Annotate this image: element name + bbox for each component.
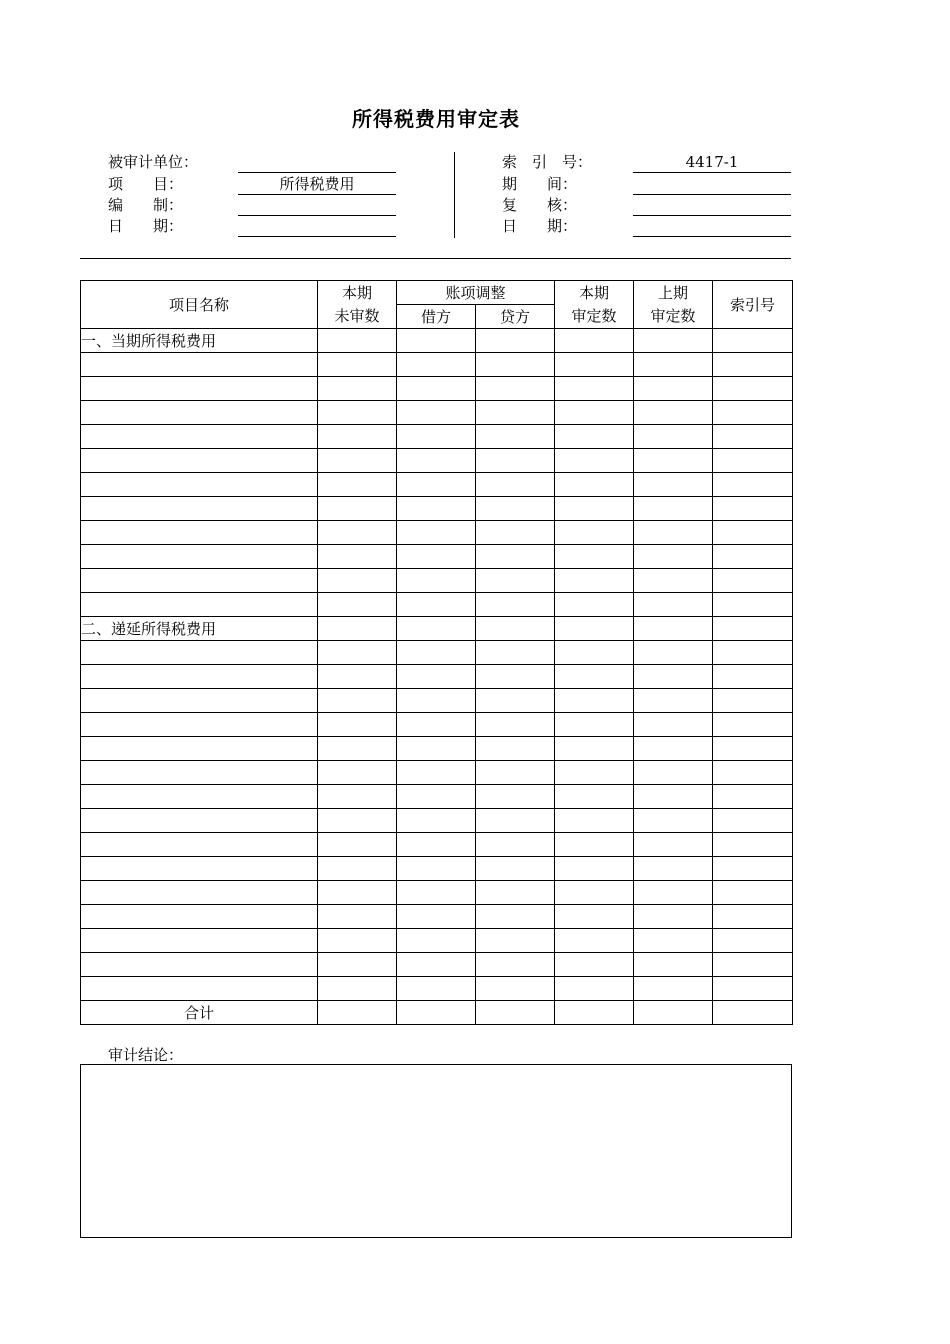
table-cell[interactable] <box>318 353 397 377</box>
table-row <box>81 329 793 353</box>
row-label[interactable]: 一、当期所得税费用 <box>81 329 318 353</box>
table-cell[interactable] <box>476 449 555 473</box>
col-adjustments: 账项调整 <box>397 281 555 305</box>
header-separator <box>80 258 791 259</box>
table-cell[interactable] <box>397 569 476 593</box>
col-item-name: 项目名称 <box>81 281 318 329</box>
table-cell[interactable] <box>634 545 713 569</box>
table-cell[interactable] <box>397 473 476 497</box>
row-label[interactable] <box>81 953 318 977</box>
reviewer-label: 复 核： <box>502 196 578 214</box>
table-cell[interactable] <box>555 377 634 401</box>
table-cell[interactable] <box>397 905 476 929</box>
row-label[interactable] <box>81 809 318 833</box>
table-cell[interactable] <box>318 953 397 977</box>
table-cell[interactable] <box>634 593 713 617</box>
table-cell[interactable] <box>555 785 634 809</box>
table-cell[interactable] <box>555 473 634 497</box>
table-cell[interactable] <box>318 881 397 905</box>
table-cell[interactable] <box>555 713 634 737</box>
row-label[interactable] <box>81 689 318 713</box>
table-cell[interactable] <box>713 545 793 569</box>
table-cell[interactable] <box>318 425 397 449</box>
row-label[interactable] <box>81 785 318 809</box>
table-cell[interactable] <box>476 665 555 689</box>
row-label[interactable] <box>81 425 318 449</box>
table-cell[interactable] <box>713 809 793 833</box>
table-cell[interactable] <box>634 641 713 665</box>
table-cell[interactable] <box>397 449 476 473</box>
table-cell[interactable] <box>555 353 634 377</box>
row-label[interactable] <box>81 449 318 473</box>
row-label[interactable] <box>81 569 318 593</box>
table-cell[interactable] <box>318 713 397 737</box>
table-cell[interactable] <box>476 641 555 665</box>
row-label[interactable] <box>81 401 318 425</box>
table-row <box>81 785 793 809</box>
table-cell[interactable] <box>713 377 793 401</box>
table-cell[interactable] <box>634 785 713 809</box>
table-cell[interactable] <box>713 977 793 1001</box>
table-cell[interactable] <box>476 401 555 425</box>
table-row <box>81 929 793 953</box>
table-cell[interactable] <box>397 593 476 617</box>
total-label: 合计 <box>81 1001 318 1025</box>
table-cell[interactable] <box>555 929 634 953</box>
table-cell[interactable] <box>555 737 634 761</box>
table-cell[interactable] <box>476 497 555 521</box>
table-cell[interactable] <box>555 977 634 1001</box>
table-cell[interactable] <box>318 473 397 497</box>
table-cell[interactable] <box>318 689 397 713</box>
table-cell[interactable] <box>476 929 555 953</box>
table-cell[interactable] <box>476 545 555 569</box>
table-cell[interactable] <box>555 953 634 977</box>
table-cell[interactable] <box>476 473 555 497</box>
table-cell[interactable] <box>397 617 476 641</box>
table-cell[interactable] <box>555 569 634 593</box>
table-cell[interactable] <box>476 689 555 713</box>
table-cell[interactable] <box>318 521 397 545</box>
table-cell[interactable] <box>634 569 713 593</box>
table-cell[interactable] <box>318 929 397 953</box>
total-cell[interactable] <box>476 1001 555 1025</box>
table-cell[interactable] <box>713 329 793 353</box>
table-row <box>81 713 793 737</box>
preparer-field[interactable] <box>238 195 396 216</box>
preparer-label: 编 制： <box>108 196 184 214</box>
table-cell[interactable] <box>713 881 793 905</box>
table-cell[interactable] <box>318 737 397 761</box>
col-credit: 贷方 <box>476 305 555 329</box>
table-body <box>81 329 793 1001</box>
table-row <box>81 377 793 401</box>
table-row <box>81 593 793 617</box>
col-prior-line2: 审定数 <box>634 305 713 329</box>
table-cell[interactable] <box>397 785 476 809</box>
table-cell[interactable] <box>634 329 713 353</box>
table-cell[interactable] <box>476 425 555 449</box>
table-cell[interactable] <box>555 689 634 713</box>
table-cell[interactable] <box>713 401 793 425</box>
review-date-label: 日 期： <box>502 217 578 235</box>
header-divider <box>454 152 455 238</box>
table-cell[interactable] <box>318 833 397 857</box>
table-cell[interactable] <box>713 473 793 497</box>
table-cell[interactable] <box>713 665 793 689</box>
col-debit: 借方 <box>397 305 476 329</box>
table-cell[interactable] <box>397 377 476 401</box>
prepare-date-field[interactable] <box>238 216 396 237</box>
table-cell[interactable] <box>318 641 397 665</box>
table-cell[interactable] <box>318 545 397 569</box>
table-cell[interactable] <box>713 761 793 785</box>
table-cell[interactable] <box>476 329 555 353</box>
table-cell[interactable] <box>476 857 555 881</box>
table-cell[interactable] <box>318 617 397 641</box>
table-cell[interactable] <box>397 641 476 665</box>
table-cell[interactable] <box>634 833 713 857</box>
table-cell[interactable] <box>634 665 713 689</box>
table-cell[interactable] <box>555 881 634 905</box>
table-cell[interactable] <box>397 881 476 905</box>
index-no-field[interactable]: 4417-1 <box>633 152 791 173</box>
table-cell[interactable] <box>713 521 793 545</box>
table-cell[interactable] <box>476 833 555 857</box>
table-cell[interactable] <box>318 665 397 689</box>
review-date-field[interactable] <box>633 216 791 237</box>
total-cell[interactable] <box>634 1001 713 1025</box>
table-cell[interactable] <box>555 329 634 353</box>
table-cell[interactable] <box>555 497 634 521</box>
table-cell[interactable] <box>555 641 634 665</box>
table-cell[interactable] <box>634 425 713 449</box>
table-cell[interactable] <box>713 353 793 377</box>
table-cell[interactable] <box>713 929 793 953</box>
table-cell[interactable] <box>476 713 555 737</box>
total-cell[interactable] <box>318 1001 397 1025</box>
table-cell[interactable] <box>555 857 634 881</box>
auditee-field[interactable] <box>238 152 396 173</box>
table-row <box>81 977 793 1001</box>
table-cell[interactable] <box>397 521 476 545</box>
table-cell[interactable] <box>634 401 713 425</box>
table-cell[interactable] <box>713 641 793 665</box>
total-row <box>81 1001 793 1025</box>
table-row <box>81 833 793 857</box>
table-cell[interactable] <box>634 809 713 833</box>
table-cell[interactable] <box>634 473 713 497</box>
total-cell[interactable] <box>555 1001 634 1025</box>
table-row <box>81 881 793 905</box>
table-cell[interactable] <box>397 761 476 785</box>
table-row <box>81 401 793 425</box>
row-label[interactable] <box>81 641 318 665</box>
table-cell[interactable] <box>634 929 713 953</box>
table-cell[interactable] <box>476 905 555 929</box>
table-cell[interactable] <box>555 665 634 689</box>
col-unaudited-line1: 本期 <box>318 281 397 305</box>
row-label[interactable] <box>81 737 318 761</box>
table-cell[interactable] <box>318 809 397 833</box>
table-cell[interactable] <box>713 449 793 473</box>
table-cell[interactable] <box>318 569 397 593</box>
table-cell[interactable] <box>634 761 713 785</box>
table-cell[interactable] <box>318 449 397 473</box>
table-cell[interactable] <box>476 569 555 593</box>
table-cell[interactable] <box>318 329 397 353</box>
col-index-no: 索引号 <box>713 281 793 329</box>
page-title: 所得税费用审定表 <box>352 107 520 131</box>
table-cell[interactable] <box>634 905 713 929</box>
table-cell[interactable] <box>555 449 634 473</box>
table-cell[interactable] <box>397 809 476 833</box>
table-row <box>81 761 793 785</box>
table-row <box>81 353 793 377</box>
table-cell[interactable] <box>476 521 555 545</box>
table-cell[interactable] <box>318 377 397 401</box>
row-label[interactable] <box>81 521 318 545</box>
table-header <box>81 281 793 329</box>
table-cell[interactable] <box>634 881 713 905</box>
table-cell[interactable] <box>713 617 793 641</box>
table-row <box>81 809 793 833</box>
table-cell[interactable] <box>397 401 476 425</box>
table-cell[interactable] <box>397 977 476 1001</box>
table-cell[interactable] <box>713 737 793 761</box>
table-row <box>81 425 793 449</box>
table-row <box>81 689 793 713</box>
table-cell[interactable] <box>634 737 713 761</box>
table-cell[interactable] <box>476 377 555 401</box>
table-cell[interactable] <box>555 761 634 785</box>
row-label[interactable] <box>81 761 318 785</box>
table-cell[interactable] <box>634 377 713 401</box>
table-cell[interactable] <box>634 977 713 1001</box>
row-label[interactable] <box>81 593 318 617</box>
table-cell[interactable] <box>397 425 476 449</box>
table-row <box>81 617 793 641</box>
table-cell[interactable] <box>476 881 555 905</box>
table-cell[interactable] <box>634 617 713 641</box>
row-label[interactable] <box>81 473 318 497</box>
table-cell[interactable] <box>555 545 634 569</box>
table-cell[interactable] <box>397 833 476 857</box>
audit-table <box>80 280 793 1025</box>
table-row <box>81 737 793 761</box>
table-cell[interactable] <box>318 401 397 425</box>
table-cell[interactable] <box>555 401 634 425</box>
row-label[interactable] <box>81 929 318 953</box>
table-cell[interactable] <box>397 353 476 377</box>
table-cell[interactable] <box>713 857 793 881</box>
table-cell[interactable] <box>713 569 793 593</box>
row-label[interactable] <box>81 665 318 689</box>
table-row <box>81 449 793 473</box>
row-label[interactable]: 二、递延所得税费用 <box>81 617 318 641</box>
table-row <box>81 521 793 545</box>
period-label: 期 间： <box>502 175 578 193</box>
table-cell[interactable] <box>713 785 793 809</box>
table-cell[interactable] <box>555 905 634 929</box>
table-cell[interactable] <box>318 785 397 809</box>
table-cell[interactable] <box>397 953 476 977</box>
table-cell[interactable] <box>318 857 397 881</box>
table-cell[interactable] <box>318 977 397 1001</box>
period-field[interactable] <box>633 174 791 195</box>
table-cell[interactable] <box>476 977 555 1001</box>
row-label[interactable] <box>81 353 318 377</box>
table-cell[interactable] <box>318 593 397 617</box>
table-cell[interactable] <box>634 497 713 521</box>
table-cell[interactable] <box>397 329 476 353</box>
item-field[interactable]: 所得税费用 <box>238 174 396 195</box>
table-row <box>81 641 793 665</box>
row-label[interactable] <box>81 833 318 857</box>
table-cell[interactable] <box>713 689 793 713</box>
table-cell[interactable] <box>397 737 476 761</box>
table-cell[interactable] <box>555 809 634 833</box>
auditee-label: 被审计单位： <box>108 153 199 171</box>
item-label: 项 目： <box>108 175 184 193</box>
table-cell[interactable] <box>555 521 634 545</box>
table-cell[interactable] <box>555 593 634 617</box>
table-cell[interactable] <box>397 497 476 521</box>
row-label[interactable] <box>81 497 318 521</box>
table-row <box>81 953 793 977</box>
row-label[interactable] <box>81 713 318 737</box>
table-cell[interactable] <box>634 521 713 545</box>
prepare-date-label: 日 期： <box>108 217 184 235</box>
table-row <box>81 497 793 521</box>
table-cell[interactable] <box>555 833 634 857</box>
row-label[interactable] <box>81 377 318 401</box>
table-row <box>81 905 793 929</box>
row-label[interactable] <box>81 857 318 881</box>
row-label[interactable] <box>81 545 318 569</box>
row-label[interactable] <box>81 881 318 905</box>
table-cell[interactable] <box>634 689 713 713</box>
index-no-label: 索 引 号： <box>502 153 593 171</box>
table-cell[interactable] <box>397 713 476 737</box>
table-row <box>81 857 793 881</box>
row-label[interactable] <box>81 905 318 929</box>
total-cell[interactable] <box>713 1001 793 1025</box>
table-cell[interactable] <box>476 617 555 641</box>
table-cell[interactable] <box>713 497 793 521</box>
table-cell[interactable] <box>476 785 555 809</box>
table-cell[interactable] <box>476 353 555 377</box>
table-cell[interactable] <box>713 425 793 449</box>
table-row <box>81 569 793 593</box>
table-cell[interactable] <box>476 809 555 833</box>
table-row <box>81 473 793 497</box>
col-audited-line1: 本期 <box>555 281 634 305</box>
table-cell[interactable] <box>397 665 476 689</box>
table-cell[interactable] <box>713 713 793 737</box>
total-cell[interactable] <box>397 1001 476 1025</box>
table-cell[interactable] <box>555 425 634 449</box>
table-cell[interactable] <box>476 761 555 785</box>
table-cell[interactable] <box>713 833 793 857</box>
row-label[interactable] <box>81 977 318 1001</box>
table-cell[interactable] <box>476 737 555 761</box>
table-cell[interactable] <box>397 689 476 713</box>
table-cell[interactable] <box>555 617 634 641</box>
table-cell[interactable] <box>634 353 713 377</box>
table-row <box>81 665 793 689</box>
table-cell[interactable] <box>634 449 713 473</box>
table-cell[interactable] <box>634 953 713 977</box>
table-cell[interactable] <box>634 857 713 881</box>
table-cell[interactable] <box>397 857 476 881</box>
table-cell[interactable] <box>713 593 793 617</box>
table-cell[interactable] <box>476 953 555 977</box>
table-cell[interactable] <box>318 761 397 785</box>
table-cell[interactable] <box>397 545 476 569</box>
col-unaudited-line2: 未审数 <box>318 305 397 329</box>
table-cell[interactable] <box>713 905 793 929</box>
col-prior-line1: 上期 <box>634 281 713 305</box>
conclusion-box[interactable] <box>80 1064 792 1238</box>
reviewer-field[interactable] <box>633 195 791 216</box>
table-cell[interactable] <box>713 953 793 977</box>
table-cell[interactable] <box>318 497 397 521</box>
table-cell[interactable] <box>634 713 713 737</box>
table-cell[interactable] <box>318 905 397 929</box>
table-cell[interactable] <box>476 593 555 617</box>
conclusion-label: 审计结论： <box>108 1046 184 1064</box>
table-cell[interactable] <box>397 929 476 953</box>
col-audited-line2: 审定数 <box>555 305 634 329</box>
table-row <box>81 545 793 569</box>
